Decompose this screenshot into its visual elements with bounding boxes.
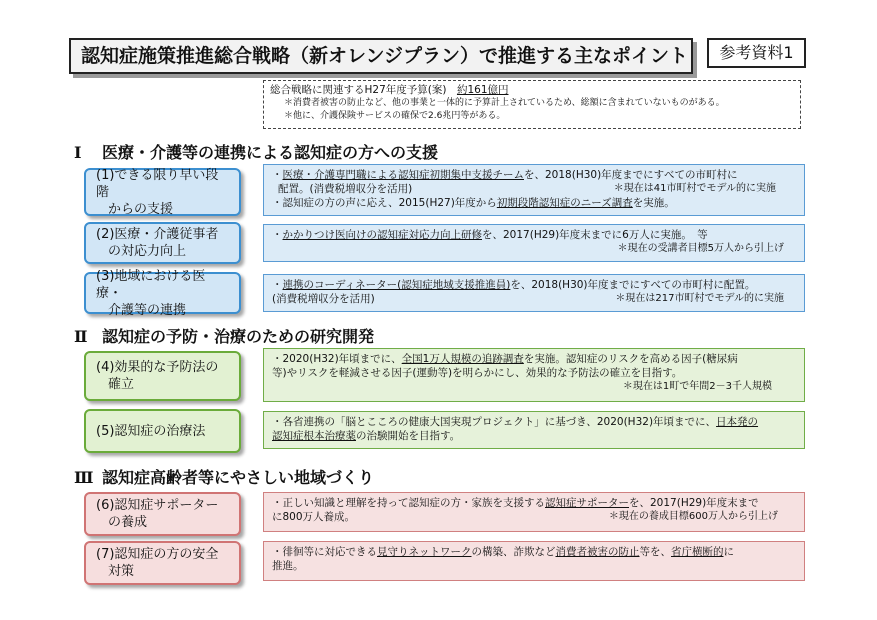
label-line: の対応力向上 — [108, 244, 187, 259]
note-text: ＊現在は41市町村でモデル的に実施 — [613, 183, 776, 194]
item-label-7 — [84, 541, 241, 585]
label-line: (5)認知症の治療法 — [96, 423, 206, 439]
budget-amount: 約161億円 — [456, 84, 509, 96]
text: を、2018(H30)年度までにすべての市町村に配置。 — [510, 279, 756, 291]
page-title: 認知症施策推進総合戦略（新オレンジプラン）で推進する主なポイント — [69, 38, 693, 74]
item-detail-3 — [263, 274, 805, 312]
detail-line — [272, 380, 796, 394]
text: に — [723, 546, 734, 558]
section-number: Ⅰ — [74, 143, 82, 162]
underlined-text: 初期段階認知症のニーズ調査 — [496, 197, 633, 209]
text: の治験開始を目指す。 — [356, 430, 461, 442]
note-text: ＊現在は217市町村でモデル的に実施 — [615, 293, 784, 304]
section-heading-2 — [74, 324, 374, 347]
detail-line — [272, 278, 796, 292]
item-detail-4 — [263, 348, 805, 402]
text: に800万人養成。 — [272, 511, 356, 523]
text: ・徘徊等に対応できる — [272, 546, 377, 558]
label-line: (3)地域における医療・ — [96, 268, 206, 301]
section-title: 認知症高齢者等にやさしい地域づくり — [102, 468, 375, 487]
text: ・ — [272, 169, 283, 181]
text: 配置。(消費税増収分を活用) — [278, 183, 413, 195]
label-line: の養成 — [108, 515, 148, 530]
detail-line — [272, 168, 796, 182]
underlined-text: 省庁横断的 — [671, 546, 724, 558]
label-line: からの支援 — [108, 201, 174, 217]
text: ・2020(H32)年頃までに、 — [272, 353, 402, 365]
budget-note-2: ＊他に、介護保険サービスの確保で2.6兆円等がある。 — [284, 111, 506, 121]
text: を実施。 — [632, 197, 675, 209]
underlined-text: かかりつけ医向けの認知症対応力向上研修 — [282, 229, 482, 241]
text: を実施。認知症のリスクを高める因子(糖尿病 — [523, 353, 738, 365]
section-heading-3 — [74, 465, 374, 488]
underlined-text: 全国1万人規模の追跡調査 — [401, 353, 524, 365]
underlined-text: 認知症根本治療薬 — [272, 430, 356, 442]
detail-line: 等)やリスクを軽減させる因子(運動等)を明らかにし、効果的な予防法の確立を目指す。 — [272, 367, 683, 379]
underlined-text: 連携のコーディネーター(認知症地域支援推進員) — [282, 279, 511, 291]
underlined-text: 日本発の — [716, 416, 759, 428]
section-title: 認知症の予防・治療のための研究開発 — [102, 327, 375, 346]
text: ・ — [272, 279, 283, 291]
label-line: (6)認知症サポーター — [96, 498, 219, 513]
budget-note-1: ＊消費者被害の防止など、他の事業と一体的に予算計上されているため、総額に含まれていないものがある。 — [284, 98, 725, 108]
detail-line — [272, 242, 796, 256]
section-title: 医療・介護等の連携による認知症の方への支援 — [102, 143, 439, 162]
label-line: 対策 — [108, 564, 135, 579]
item-label-1 — [84, 168, 241, 216]
note-text: ＊現在の受講者目標5万人から引上げ — [617, 243, 784, 254]
reference-label: 参考資料1 — [707, 38, 806, 68]
item-detail-6 — [263, 492, 805, 532]
detail-line — [272, 182, 796, 196]
item-detail-1 — [263, 164, 805, 216]
text: を、2017(H29)年度末まで — [629, 497, 759, 509]
underlined-text: 見守りネットワーク — [377, 546, 472, 558]
text: ・認知症の方の声に応え、2015(H27)年度から — [272, 197, 497, 209]
detail-line: 推進。 — [272, 560, 304, 572]
text: を、2017(H29)年度末までに6万人に実施。 等 — [482, 229, 708, 241]
text: ・各省連携の「脳とこころの健康大国実現プロジェクト」に基づき、2020(H32)年頃までに、 — [272, 416, 717, 428]
item-detail-5 — [263, 411, 805, 449]
label-line: 介護等の連携 — [108, 302, 187, 318]
detail-line — [272, 510, 796, 524]
label-line: (7)認知症の方の安全 — [96, 547, 219, 562]
text: ・ — [272, 229, 283, 241]
detail-line — [272, 196, 796, 210]
underlined-text: 医療・介護専門職による認知症初期集中支援チーム — [282, 169, 524, 181]
text: の構築、詐欺など — [471, 546, 556, 558]
budget-box — [263, 80, 801, 129]
item-label-5 — [84, 409, 241, 453]
section-heading-1 — [74, 140, 438, 163]
note-text: ＊現在は1町で年間2－3千人規模 — [622, 381, 772, 392]
text: ・正しい知識と理解を持って認知症の方・家族を支援する — [272, 497, 545, 509]
label-line: (4)効果的な予防法の — [96, 360, 219, 375]
detail-line — [272, 228, 796, 242]
text: 等を、 — [639, 546, 671, 558]
detail-line — [272, 429, 796, 443]
item-label-2 — [84, 222, 241, 264]
note-text: ＊現在の養成目標600万人から引上げ — [608, 511, 778, 522]
item-label-6 — [84, 492, 241, 536]
budget-line — [270, 84, 794, 97]
item-label-4 — [84, 351, 241, 401]
section-number: Ⅱ — [74, 327, 88, 346]
item-detail-7 — [263, 541, 805, 581]
label-line: 確立 — [108, 377, 135, 392]
detail-line — [272, 292, 796, 306]
detail-line — [272, 545, 796, 559]
budget-label: 総合戦略に関連するH27年度予算(案) — [270, 84, 447, 96]
text: を、2018(H30)年度までにすべての市町村に — [524, 169, 738, 181]
item-detail-2 — [263, 224, 805, 262]
detail-line — [272, 496, 796, 510]
section-number: Ⅲ — [74, 468, 94, 487]
detail-line — [272, 352, 796, 366]
item-label-3 — [84, 268, 241, 318]
label-line: (1)できる限り早い段階 — [96, 167, 219, 200]
text: (消費税増収分を活用) — [272, 293, 375, 305]
label-line: (2)医療・介護従事者 — [96, 227, 219, 242]
underlined-text: 認知症サポーター — [545, 497, 629, 509]
underlined-text: 消費者被害の防止 — [555, 546, 640, 558]
detail-line — [272, 415, 796, 429]
